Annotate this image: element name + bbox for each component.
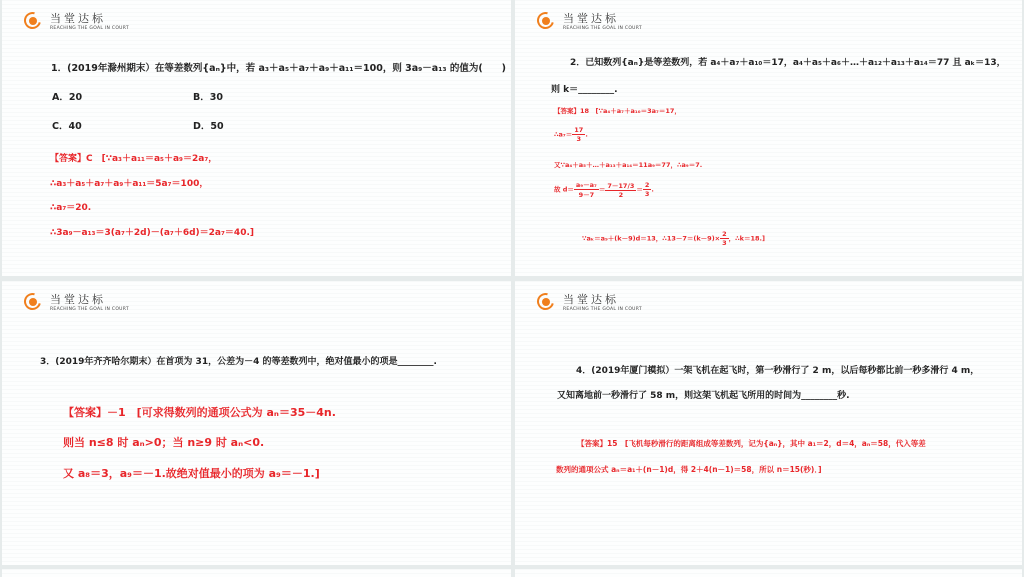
answer-line: ∴a₃＋a₅＋a₇＋a₉＋a₁₁＝5a₇＝100，	[50, 179, 209, 189]
target-logo-icon	[24, 12, 41, 29]
target-logo-icon	[537, 12, 554, 29]
answer-line: 数列的通项公式 aₙ＝a₁＋(n－1)d，得 2＋4(n－1)＝58，所以 n＝15(秒)．]	[556, 465, 822, 474]
header-subtitle: REACHING THE GOAL IN COURT	[50, 307, 129, 312]
slide-6-partial	[515, 569, 1022, 577]
fraction: $\frac{2}{3}$	[722, 230, 727, 247]
answer-line: 【答案】－1 [可求得数列的通项公式为 aₙ＝35－4n.	[63, 406, 336, 419]
fraction: $\frac{\text{a₉－a₇}}{9-7}$	[575, 181, 597, 199]
option-b: B．30	[193, 92, 223, 103]
header-subtitle: REACHING THE GOAL IN COURT	[563, 26, 642, 31]
answer-line: 又 a₈＝3，a₉＝－1.故绝对值最小的项为 a₉＝－1.]	[63, 467, 320, 480]
target-logo-icon	[24, 293, 41, 310]
fraction: $\frac{2}{3}$	[644, 181, 650, 198]
answer-line: ∵aₖ＝a₉＋(k－9)d＝13，∴13－7＝(k－9)× $\frac{2}{3}$ ，∴k＝18.]	[582, 230, 765, 247]
header-title: 当堂达标	[50, 293, 106, 306]
answer-line: ∴a₇＝20.	[50, 203, 92, 213]
answer-line: 又∵a₄＋a₅＋…＋a₁₃＋a₁₄＝11a₉＝77，∴a₉＝7.	[554, 161, 703, 169]
question-4-line-2: 又知离地前一秒滑行了 58 m，则这架飞机起飞所用的时间为________秒.	[557, 391, 850, 401]
slide-2	[515, 0, 1022, 276]
question-4-line-1: 4．(2019年厦门模拟）一架飞机在起飞时，第一秒滑行了 2 m，以后每秒都比前一秒多滑行 4 m，	[576, 366, 980, 376]
target-logo-icon	[537, 293, 554, 310]
option-a: A．20	[52, 92, 83, 103]
header-title: 当堂达标	[563, 293, 619, 306]
header-subtitle: REACHING THE GOAL IN COURT	[563, 307, 642, 312]
answer-line: 故 d＝ $\frac{\text{a₉－a₇}}{9-7}$ ＝ $\frac{7-17/3}{2}$ ＝ $\frac{2}{3}$ .	[554, 181, 654, 199]
question-3: 3．(2019年齐齐哈尔期末）在首项为 31，公差为－4 的等差数列中，绝对值最小的项是________.	[40, 357, 437, 367]
answer-line: 则当 n≤8 时 aₙ>0；当 n≥9 时 aₙ<0.	[63, 436, 265, 449]
header-title: 当堂达标	[563, 12, 619, 25]
answer-line: 【答案】C [∵a₃＋a₁₁＝a₅＋a₉＝2a₇，	[50, 154, 218, 164]
answer-line: 【答案】15 [飞机每秒滑行的距离组成等差数列，记为{aₙ}，其中 a₁＝2，d＝4，aₙ＝58，代入等差	[577, 439, 926, 448]
answer-line: 【答案】18 [∵a₄＋a₇＋a₁₀＝3a₇＝17，	[554, 107, 681, 115]
slide-1	[2, 0, 511, 276]
option-c: C．40	[52, 121, 82, 132]
answer-line: ∴3a₉－a₁₃＝3(a₇＋2d)－(a₇＋6d)＝2a₇＝40.]	[50, 228, 254, 238]
header-title: 当堂达标	[50, 12, 106, 25]
answer-line: ∴a₇＝ $\frac{17}{3}$ .	[554, 126, 588, 143]
slide-3	[2, 281, 511, 565]
fraction: $\frac{7-17/3}{2}$	[607, 181, 635, 199]
question-1: 1．(2019年滁州期末）在等差数列{aₙ}中，若 a₃＋a₅＋a₇＋a₉＋a₁₁＝100，则 3a₉－a₁₃ 的值为( )	[51, 63, 507, 74]
slide-4	[515, 281, 1022, 565]
answer-text: ∴a₇＝	[554, 130, 573, 139]
slide-5-partial	[2, 569, 511, 577]
header-subtitle: REACHING THE GOAL IN COURT	[50, 26, 129, 31]
question-2-line-1: 2．已知数列{aₙ}是等差数列，若 a₄＋a₇＋a₁₀＝17，a₄＋a₅＋a₆＋…＋a₁₂＋a₁₃＋a₁₄＝77 且 aₖ＝13，	[570, 58, 1006, 68]
question-2-line-2: 则 k＝________.	[551, 85, 618, 95]
option-d: D．50	[193, 121, 224, 132]
fraction: $\frac{17}{3}$	[574, 126, 584, 143]
